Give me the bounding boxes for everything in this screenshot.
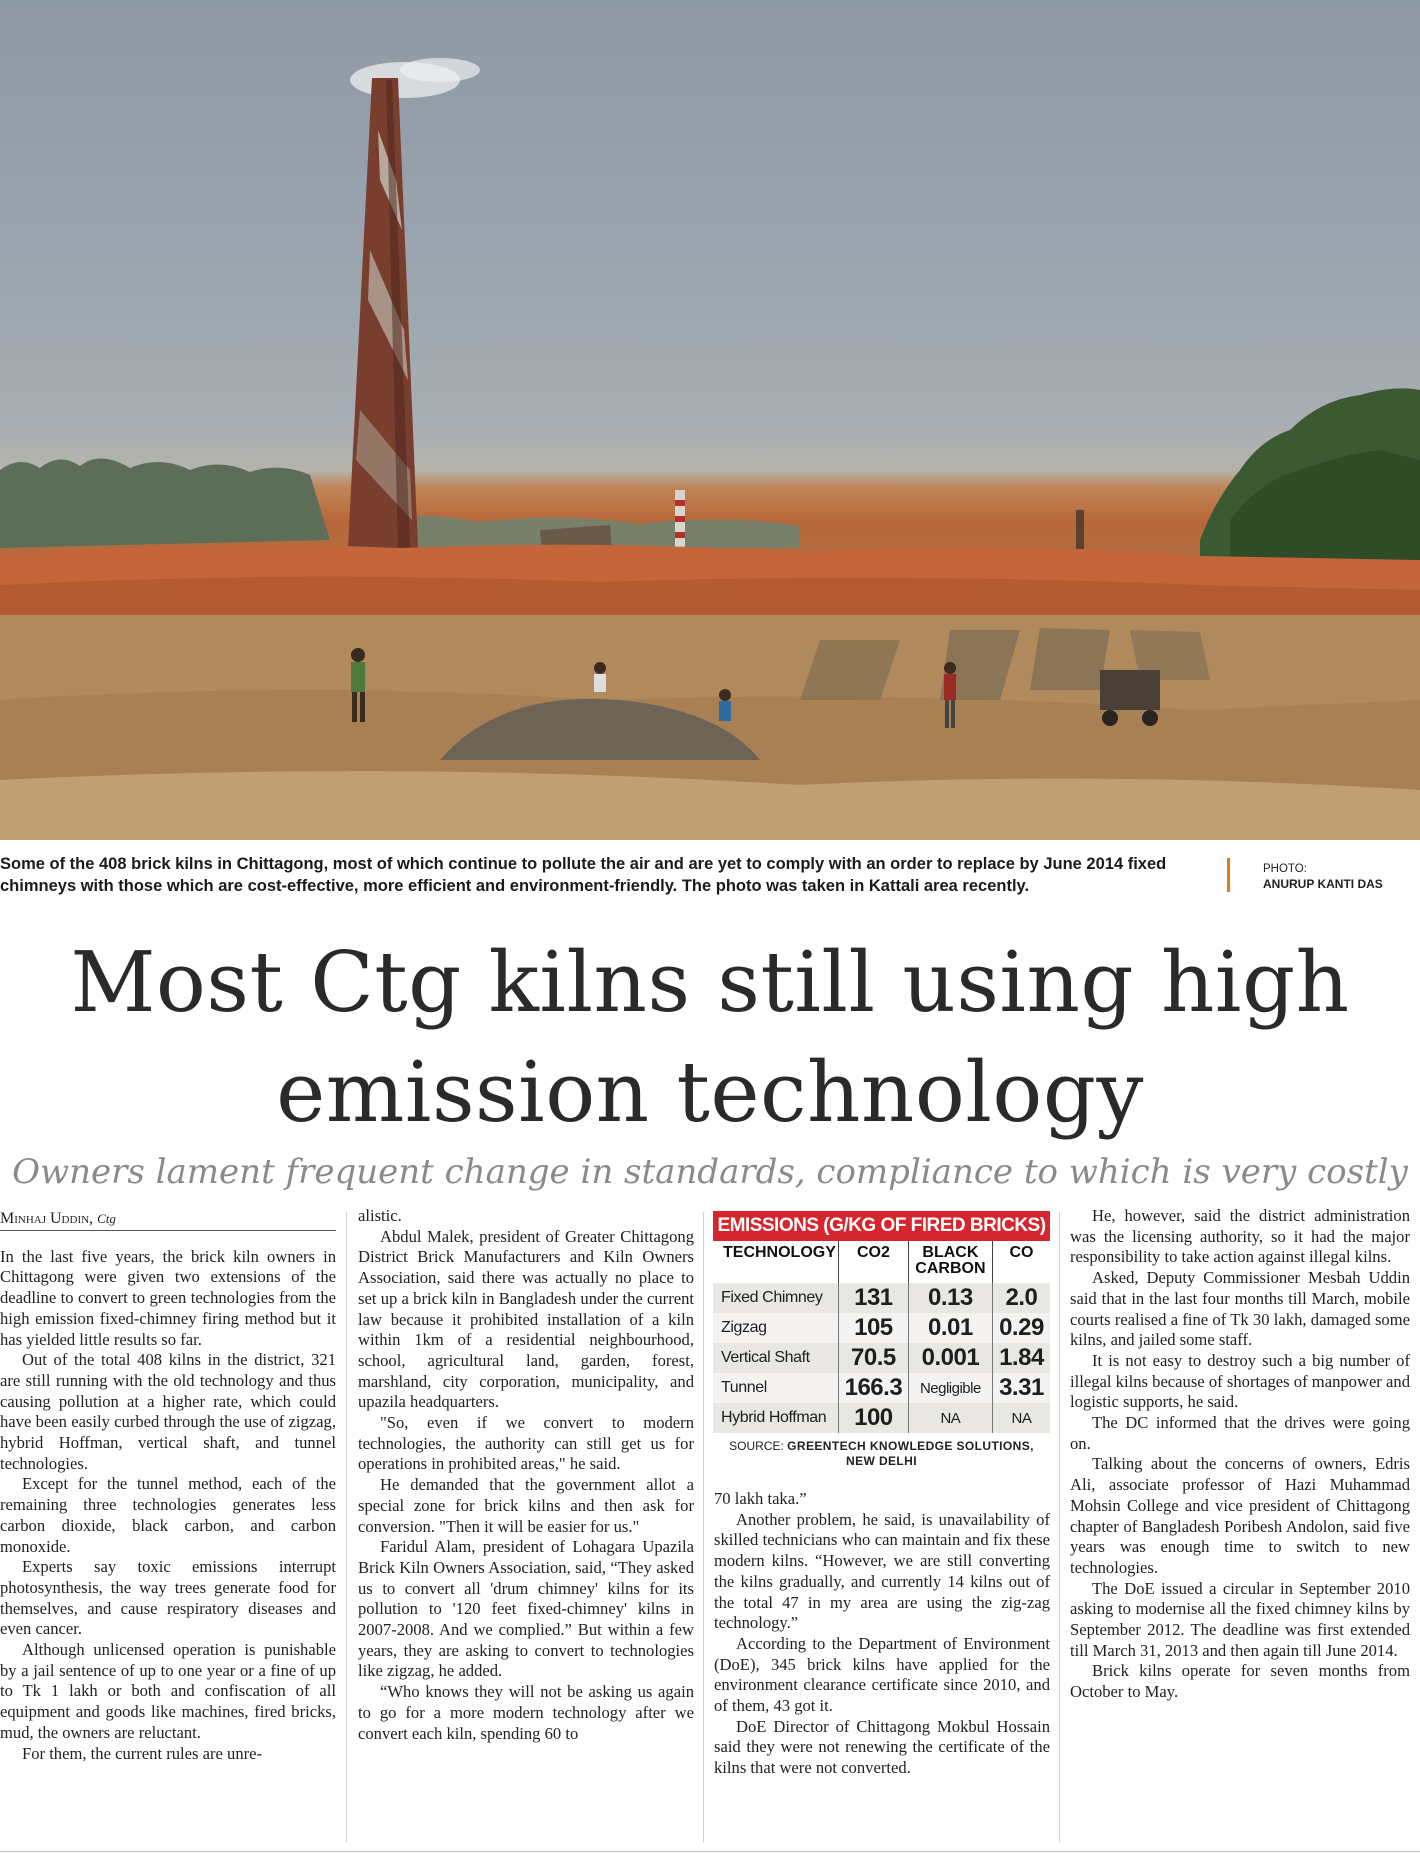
table-cell-co: 0.29 — [992, 1313, 1050, 1343]
table-cell-black-carbon: 0.01 — [908, 1313, 992, 1343]
byline-name: Minhaj Uddin, — [0, 1210, 94, 1227]
page-bottom-rule — [0, 1851, 1420, 1852]
paragraph: 70 lakh taka.” — [714, 1489, 807, 1508]
column-header-co2: CO2 — [838, 1241, 908, 1283]
paragraph: Although unlicensed operation is punishable by a jail sentence of up to one year or a fine of up to Tk 1 lakh or both and confiscation of all equipment and goods like machines, fired bricks, mud, the owners are reluctant. — [0, 1640, 336, 1742]
table-cell-technology: Tunnel — [713, 1373, 838, 1403]
table-cell-co: 3.31 — [992, 1373, 1050, 1403]
table-cell-technology: Zigzag — [713, 1313, 838, 1343]
table-row — [713, 1373, 1050, 1403]
table-row — [713, 1283, 1050, 1313]
table-cell-co2: 131 — [838, 1283, 908, 1313]
table-source — [713, 1439, 1050, 1469]
emissions-table-box — [713, 1211, 1050, 1469]
paragraph: It is not easy to destroy such a big number of illegal kilns because of shortages of manpower and logistic supports, he said. — [1070, 1350, 1410, 1412]
paragraph: Abdul Malek, president of Greater Chittagong District Brick Manufacturers and Kiln Owners Association, said there was actually no place to set up a brick kiln in Bangladesh under the current law because it prohibited installation of a kiln within 1km of a residential neighbourhood, school, agricultural land, garden, forest, marshland, city corporation, municipality, and upazila headquarters. — [358, 1226, 694, 1412]
byline-rule — [0, 1230, 336, 1231]
table-cell-black-carbon: Negligible — [908, 1373, 992, 1403]
table-cell-black-carbon: NA — [908, 1403, 992, 1433]
byline-location: Ctg — [97, 1211, 116, 1226]
article-column-1 — [0, 1209, 336, 1764]
credit-divider — [1227, 858, 1230, 892]
lead-photo — [0, 0, 1420, 840]
table-cell-co2: 70.5 — [838, 1343, 908, 1373]
table-cell-technology: Fixed Chimney — [713, 1283, 838, 1313]
table-cell-co2: 105 — [838, 1313, 908, 1343]
paragraph: Talking about the concerns of owners, Edris Ali, associate professor of Hazi Muhammad Mohsin College and vice president of Chittagong chapter of Bangladesh Poribesh Andolon, said five years was enough time to switch to new technologies. — [1070, 1454, 1410, 1577]
headline — [0, 928, 1420, 1148]
table-header-row — [713, 1241, 1050, 1283]
paragraph: The DoE issued a circular in September 2010 asking to modernise all the fixed chimney kilns by September 2012. The deadline was first extended till March 31, 2013 and then again till June 2014. — [1070, 1578, 1410, 1660]
headline-line-1: Most Ctg kilns still using high — [70, 934, 1350, 1031]
photo-credit-label: PHOTO: — [1263, 863, 1307, 875]
article-column-2 — [358, 1206, 694, 1744]
table-row — [713, 1343, 1050, 1373]
paragraph: He demanded that the government allot a special zone for brick kilns and then ask for conversion. "Then it will be easier for us." — [358, 1475, 694, 1536]
paragraph: Asked, Deputy Commissioner Mesbah Uddin said that in the last four months till March, mobile courts realised a fine of Tk 30 lakh, damaged some kilns, and jailed some staff. — [1070, 1268, 1410, 1350]
table-cell-technology: Vertical Shaft — [713, 1343, 838, 1373]
column-header-black-carbon: BLACK CARBON — [908, 1241, 992, 1283]
paragraph: According to the Department of Environment (DoE), 345 brick kilns have applied for the environment clearance certificate since 2010, and of them, 43 got it. — [714, 1633, 1050, 1716]
article-column-3 — [714, 1489, 1050, 1779]
paragraph: The DC informed that the drives were going on. — [1070, 1413, 1410, 1453]
photo-credit-name: ANURUP KANTI DAS — [1263, 877, 1383, 891]
subheadline-deck: Owners lament frequent change in standards, compliance to which is very costly — [12, 1152, 1408, 1192]
paragraph: Faridul Alam, president of Lohagara Upazila Brick Kiln Owners Association, said, “They asked us to convert all 'drum chimney' kilns for its pollution to '120 feet fixed-chimney' kilns in 2007-2008. And we complied.” But within a few years, they are asking to convert to technologies like zigzag, he added. — [358, 1537, 694, 1681]
column-divider — [1059, 1212, 1060, 1842]
column-header-technology: TECHNOLOGY — [723, 1244, 836, 1261]
column-header-co: CO — [992, 1241, 1050, 1283]
table-row — [713, 1403, 1050, 1433]
paragraph: Brick kilns operate for seven months from October to May. — [1070, 1661, 1410, 1702]
paragraph: alistic. — [358, 1206, 402, 1225]
emissions-table-title: EMISSIONS (G/KG OF FIRED BRICKS) — [713, 1211, 1050, 1241]
headline-line-2: emission technology — [276, 1044, 1144, 1141]
paragraph: Out of the total 408 kilns in the district, 321 are still running with the old technology and thus causing pollution at a higher rate, which could have been easily curbed through the use of zigzag, hybrid Hoffman, vertical shaft, and tunnel technologies. — [0, 1350, 336, 1473]
paragraph: In the last five years, the brick kiln owners in Chittagong were given two extensions of the deadline to convert to green technologies from the high emission fixed-chimney firing method but it has yielded little results so far. — [0, 1246, 336, 1349]
paragraph: “Who knows they will not be asking us again to go for a more modern technology after we convert each kiln, spending 60 to — [358, 1682, 694, 1743]
photo-credit — [1263, 862, 1383, 892]
paragraph: For them, the current rules are unre- — [22, 1743, 263, 1763]
column-divider — [346, 1212, 347, 1842]
paragraph: He, however, said the district administration was the licensing authority, so it had the major responsibility to take action against illegal kilns. — [1070, 1206, 1410, 1267]
table-source-text: GREENTECH KNOWLEDGE SOLUTIONS, NEW DELHI — [787, 1439, 1034, 1468]
table-cell-co2: 166.3 — [838, 1373, 908, 1403]
paragraph: "So, even if we convert to modern technologies, the authority can still get us for operations in prohibited areas," he said. — [358, 1413, 694, 1474]
byline — [0, 1209, 336, 1230]
table-source-label: SOURCE: — [729, 1439, 784, 1453]
table-cell-co: 2.0 — [992, 1283, 1050, 1313]
paragraph: Except for the tunnel method, each of the remaining three technologies generates less carbon dioxide, black carbon, and carbon monoxide. — [0, 1474, 336, 1556]
kiln-field-illustration — [0, 0, 1420, 840]
table-cell-co2: 100 — [838, 1403, 908, 1433]
article-column-4 — [1070, 1206, 1410, 1703]
paragraph: Experts say toxic emissions interrupt photosynthesis, the way trees generate food for themselves, and cause respiratory diseases and even cancer. — [0, 1557, 336, 1639]
photo-caption: Some of the 408 brick kilns in Chittagong, most of which continue to pollute the air and are yet to comply with an order to replace by June 2014 fixed chimneys with those which are cost-effective, more efficient and environment-friendly. The photo was taken in Kattali area recently. — [0, 855, 1167, 895]
column-divider — [703, 1212, 704, 1842]
table-row — [713, 1313, 1050, 1343]
paragraph: Another problem, he said, is unavailability of skilled technicians who can maintain and fix these modern kilns. “However, we are still converting the kilns gradually, and currently 14 kilns out of the total 47 in my area are using the zig-zag technology.” — [714, 1509, 1050, 1633]
table-cell-black-carbon: 0.13 — [908, 1283, 992, 1313]
table-cell-black-carbon: 0.001 — [908, 1343, 992, 1373]
table-cell-technology: Hybrid Hoffman — [713, 1403, 838, 1433]
table-cell-co: NA — [992, 1403, 1050, 1433]
table-cell-co: 1.84 — [992, 1343, 1050, 1373]
emissions-table — [713, 1241, 1050, 1433]
paragraph: DoE Director of Chittagong Mokbul Hossain said they were not renewing the certificate of the kilns that were not converted. — [714, 1716, 1050, 1778]
